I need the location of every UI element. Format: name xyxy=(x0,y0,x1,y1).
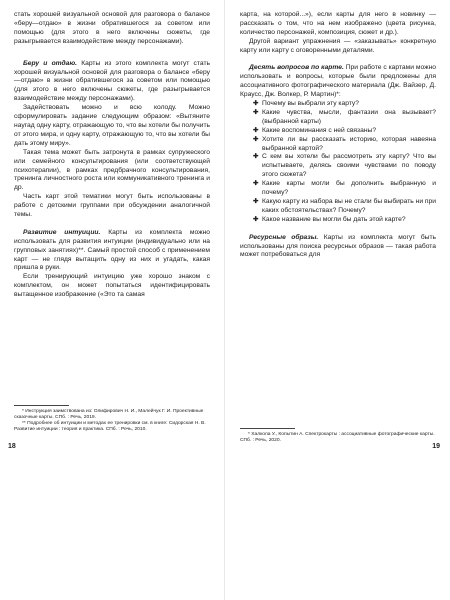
footnote: * Инструкция заимствована из: Олифирович Н. И., Малейчук Г. И. Проективные сказочные карты. СПб. : Речь, 2019. xyxy=(14,408,204,420)
left-footnotes xyxy=(14,405,210,433)
paragraph: Часть карт этой тематики могут быть использованы в работе с детскими группами при обсуждении аналогичной темы. xyxy=(14,193,210,219)
section-title: Десять вопросов по карте. xyxy=(249,64,344,72)
paragraph-text: При работе с картами можно использовать и вопросы, которые были предложены для ассоциативного фотографического материала (Дж. Вайзер, Д. Краусс, Дж. Волкер, Р. Мартин)*: xyxy=(240,64,437,99)
list-item xyxy=(253,198,436,216)
footnote: ** Подробнее об интуиции и методах ее тренировки см. в книге: Сидорская Н. В. Развитие интуиции : теория и практика. СПб. : Речь, 2010. xyxy=(14,420,206,432)
section-title: Ресурсные образы. xyxy=(249,233,319,241)
list-item-text: Почему вы выбрали эту карту? xyxy=(262,100,359,108)
list-item-text: Какие карты могли бы дополнить выбранную и почему? xyxy=(262,180,436,197)
section-intuition xyxy=(14,229,210,274)
list-item xyxy=(253,180,436,198)
list-item-text: Хотите ли вы рассказать историю, которая навеяна выбранной картой? xyxy=(262,135,436,152)
list-item xyxy=(253,100,436,109)
right-page xyxy=(225,0,450,600)
section-title: Беру и отдаю. xyxy=(23,59,78,67)
plus-bullet-icon: ✚ xyxy=(253,126,259,134)
footnote-rule xyxy=(240,428,295,429)
plus-bullet-icon: ✚ xyxy=(253,153,259,161)
paragraph-text: Карты из комплекта могут быть использованы для поиска ресурсных образов — такая работа может потребоваться для xyxy=(240,233,436,259)
list-item-text: С кем вы хотели бы рассмотреть эту карту? Что вы испытываете, делясь своими чувствами по поводу этого сюжета? xyxy=(262,153,436,179)
left-intro-paragraph: стать хорошей визуальной основой для разговора о балансе «беру—отдаю» в жизни обратившегося за советом или помощью (для этого в него включены сюжеты, где разыгрывается взаимодействие между персонажами). xyxy=(14,11,210,45)
plus-bullet-icon: ✚ xyxy=(253,215,259,223)
section-resource-images xyxy=(240,234,436,261)
plus-bullet-icon: ✚ xyxy=(253,180,259,188)
paragraph: Если тренирующий интуицию уже хорошо знаком с комплектом, он может попытаться идентифицировать вытащенное изображение («Это та самая xyxy=(14,273,210,299)
list-item xyxy=(253,136,436,154)
section-ten-questions xyxy=(240,64,436,100)
paragraph-text: Карты из комплекта можно использовать для развития интуиции (индивидуально или на групповых занятиях)**. Самый простой способ с применением карт — не глядя вытащить одну из них и угадать, какая пришла в руки. xyxy=(14,228,210,272)
list-item xyxy=(253,216,436,225)
plus-bullet-icon: ✚ xyxy=(253,108,259,116)
paragraph: Задействовать можно и всю колоду. Можно сформулировать задание следующим образом: «Вытяните наугад одну карту, отражающую то, что вы хотели бы получить от этого мира, и одну карту, отражающую то, что вы хотели бы дать этому миру». xyxy=(14,104,211,147)
plus-bullet-icon: ✚ xyxy=(253,135,259,143)
plus-bullet-icon: ✚ xyxy=(253,198,259,206)
list-item xyxy=(253,153,436,180)
list-item-text: Какую карту из набора вы не стали бы выбирать ни при каких обстоятельствах? Почему? xyxy=(262,198,436,214)
list-item xyxy=(253,109,436,127)
list-item-text: Какое название вы могли бы дать этой карте? xyxy=(262,215,406,223)
right-footnotes xyxy=(240,428,436,444)
page-number: 19 xyxy=(432,443,440,450)
footnote: * Халкола У., Копытин А. Спектрокарты : ассоциативные фотографические карты. СПб. : Речь, 2020. xyxy=(240,431,435,443)
paragraph: Другой вариант упражнения — «заказывать» конкретную карту или карту с оговоренными деталями. xyxy=(240,37,436,54)
questions-list xyxy=(240,100,436,225)
paragraph: Такая тема может быть затронута в рамках супружеского или семейного консультирования (или соответствующей психотерапии), в рамках предбрачного консультирования, тренинга личностного роста или коммуникативного тренинга и др. xyxy=(14,148,210,192)
plus-bullet-icon: ✚ xyxy=(253,100,259,108)
paragraph-text: Карты из этого комплекта могут стать хорошей визуальной основой для разговора о балансе «беру—отдаю» в жизни обратившегося за советом или помощью (для этого в него включены сюжеты, где разыгрывается взаимодействие между персонажами). xyxy=(14,59,211,103)
right-page-text xyxy=(240,11,436,260)
list-item-text: Какие чувства, мысли, фантазии она вызывает? (выбранной карты) xyxy=(262,108,436,125)
page-number: 18 xyxy=(8,443,16,450)
list-item-text: Какие воспоминания с ней связаны? xyxy=(262,126,377,134)
left-page-text xyxy=(14,11,210,300)
list-item xyxy=(253,127,436,136)
footnote-rule xyxy=(14,405,69,406)
section-beru-otdayu xyxy=(14,60,210,105)
section-title: Развитие интуиции. xyxy=(23,228,101,236)
right-intro-paragraph: карта, на которой...»), если карты для него в новинку — рассказать о том, что на нем изображено (цвета рисунка, количество персонажей, композиция, сюжет и др.). xyxy=(240,11,436,36)
